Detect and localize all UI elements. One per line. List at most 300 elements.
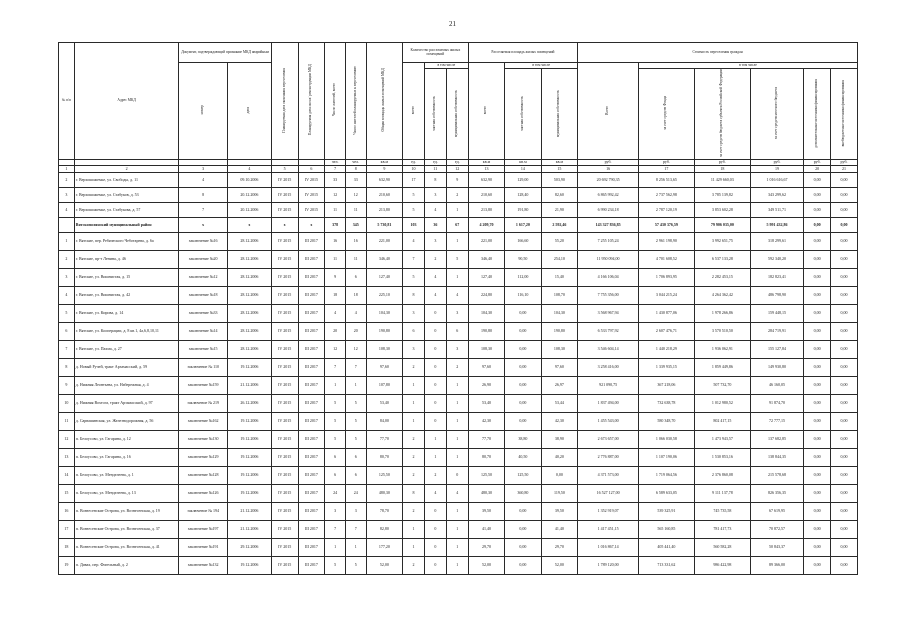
row-doc-date: 28.12.2006 [227,340,271,358]
row-count-private: 0 [424,340,446,358]
row-doc-date: 21.12.2006 [227,376,271,394]
unit-cell: руб. [750,159,804,165]
row-number [59,217,75,232]
row-cost-fund: 1 430 877,06 [638,304,694,322]
row-planned-end: IV 2015 [271,556,298,574]
row-cost-total: 7 255 105,24 [578,232,639,250]
row-residents-planned: 6 [345,268,366,286]
row-planned-end: IV 2015 [271,232,298,250]
row-address: д. Сарвашинская, ул. Железнодорожная, д. 56 [74,412,179,430]
row-doc-number: заключение №159 [179,376,228,394]
unit-cell: руб. [578,159,639,165]
row-cost-other: 0,00 [831,172,858,187]
row-area-private: 128,40 [505,187,541,202]
row-cost-total: 1 789 120,00 [578,556,639,574]
header-doc-number: номер [179,63,228,160]
row-count-private: 4 [424,268,446,286]
relocation-table-sheet [58,42,858,575]
unit-cell: руб. [831,159,858,165]
row-cost-additional: 0,00 [804,232,831,250]
row-planned-demolition: III 2017 [298,502,325,520]
row-cost-additional: 0,00 [804,250,831,268]
column-index-row [59,165,858,172]
table-row [59,520,858,538]
row-address: г. Вятские, пер. Ребяческого Чеботарева, д. 6а [74,232,179,250]
index-cell: 15 [541,165,578,172]
row-doc-number: заключение №128 [179,466,228,484]
row-count-municipal: 4 [446,484,468,502]
index-cell: 3 [179,165,228,172]
index-cell: 7 [325,165,346,172]
header-total-area: Общая площадь жилых помещений МКД [366,43,402,160]
row-cost-other: 0,00 [831,340,858,358]
header-count-in-that: в том числе [424,63,468,69]
row-doc-date: 26.12.2006 [227,394,271,412]
row-number: 16 [59,502,75,520]
row-residents-planned: 16 [345,232,366,250]
row-total-area: 77,70 [366,430,402,448]
row-count-all: 2 [403,556,425,574]
row-cost-total: 4 166 106,04 [578,268,639,286]
row-cost-federal: 9 111 137,78 [694,484,750,502]
row-residents-planned: 1 [345,538,366,556]
row-count-private: 1 [424,448,446,466]
row-doc-date: 19.12.2006 [227,448,271,466]
row-address: п. Дивах, пер. Фигельный, д. 2 [74,556,179,574]
row-doc-date: 19.12.2006 [227,412,271,430]
row-count-municipal: 5 [446,250,468,268]
row-cost-additional: 0,00 [804,187,831,202]
row-address: п. Белоусово, ул. Менделеева, д. 13 [74,484,179,502]
row-total-area: 108,30 [366,340,402,358]
index-cell: 1 [59,165,75,172]
table-row [59,430,858,448]
row-residents-planned: 7 [345,358,366,376]
index-cell: 5 [271,165,298,172]
row-cost-additional: 0,00 [804,268,831,286]
row-area-private: 116,10 [505,286,541,304]
index-cell: 19 [750,165,804,172]
row-count-municipal: 9 [446,172,468,187]
table-body [59,172,858,574]
row-doc-number: заключение № 194 [179,502,228,520]
row-area-private: 0,00 [505,376,541,394]
row-doc-number: заключение №162 [179,412,228,430]
row-cost-additional: 0,00 [804,304,831,322]
row-total-area: 632,90 [366,172,402,187]
row-number: 2 [59,172,75,187]
row-planned-end: IV 2015 [271,466,298,484]
row-area-municipal: 108,70 [541,286,578,304]
row-cost-federal: 11 429 660,03 [694,172,750,187]
row-cost-total: 1 352 919,07 [578,502,639,520]
row-number: 4 [59,286,75,304]
row-residents-count: 11 [325,250,346,268]
row-area-all: 80,70 [468,448,504,466]
row-residents-planned: 11 [345,250,366,268]
row-total-area: 5 730,81 [366,217,402,232]
row-count-all: 2 [403,502,425,520]
row-cost-other: 0,00 [831,286,858,304]
row-planned-demolition: III 2017 [298,520,325,538]
row-residents-planned: 12 [345,340,366,358]
row-count-private: 1 [424,430,446,448]
row-area-private: 166,60 [505,232,541,250]
row-cost-additional: 0,00 [804,412,831,430]
row-cost-additional: 0,00 [804,484,831,502]
row-count-private: 0 [424,520,446,538]
row-doc-number: заключение №191 [179,538,228,556]
row-area-all: 224,80 [468,286,504,304]
row-area-all: 125,50 [468,466,504,484]
table-row [59,502,858,520]
row-area-private: 0,00 [505,304,541,322]
row-residents-count: 9 [325,268,346,286]
row-cost-fund: 4 701 608,52 [638,250,694,268]
row-cost-total: 3 546 604,14 [578,340,639,358]
row-residents-planned: 18 [345,286,366,304]
row-residents-count: 6 [325,466,346,484]
row-planned-demolition: III 2017 [298,250,325,268]
row-area-all: 221,00 [468,232,504,250]
row-count-municipal: 67 [446,217,468,232]
row-doc-date: 28.12.2006 [227,232,271,250]
row-cost-fund: 713 331,62 [638,556,694,574]
row-address: п. Вознесенские Острова, ул. Вознесенская, д. 37 [74,520,179,538]
row-count-private: 0 [424,538,446,556]
row-count-private: 4 [424,484,446,502]
row-cost-federal: 6 537 133,28 [694,250,750,268]
row-cost-total: 11 950 094,00 [578,250,639,268]
row-cost-fund: 539 325,91 [638,502,694,520]
row-count-municipal: 1 [446,520,468,538]
row-residents-count: 18 [325,286,346,304]
row-area-private: 129,00 [505,172,541,187]
row-area-municipal: 104,30 [541,304,578,322]
table-row [59,466,858,484]
row-planned-demolition: III 2017 [298,358,325,376]
row-cost-total: 6 533 797,92 [578,322,639,340]
unit-cell: руб. [804,159,831,165]
row-planned-demolition: III 2017 [298,466,325,484]
row-area-municipal: 53,44 [541,394,578,412]
row-doc-date: 28.12.2006 [227,286,271,304]
row-area-private: 0,00 [505,358,541,376]
row-cost-federal: 3 570 510,50 [694,322,750,340]
row-number: 4 [59,202,75,217]
row-number: 11 [59,412,75,430]
row-area-all: 26,90 [468,376,504,394]
row-cost-local: 215 578,68 [750,466,804,484]
row-planned-demolition: III 2017 [298,394,325,412]
row-count-municipal: 1 [446,268,468,286]
row-address: п. Белоусово, ул. Гагарина, д. 12 [74,430,179,448]
row-cost-federal: 1 978 266,86 [694,304,750,322]
row-residents-planned: 5 [345,430,366,448]
row-cost-federal: 4 264 362,42 [694,286,750,304]
row-count-all: 5 [403,268,425,286]
row-residents-planned: 11 [345,202,366,217]
row-cost-local: 46 160,05 [750,376,804,394]
row-area-private: 112,00 [505,268,541,286]
row-residents-count: 24 [325,484,346,502]
row-cost-other: 0,00 [831,322,858,340]
row-count-all: 103 [403,217,425,232]
row-number: 2 [59,250,75,268]
header-address: Адрес МКД [74,43,179,160]
row-number: 17 [59,520,75,538]
index-cell: 4 [227,165,271,172]
row-planned-end: IV 2015 [271,268,298,286]
row-cost-total: 20 692 790,35 [578,172,639,187]
row-cost-additional: 0,00 [804,202,831,217]
row-total-area: 480,30 [366,484,402,502]
row-doc-date: 19.12.2006 [227,358,271,376]
row-cost-local: 1 016 616,67 [750,172,804,187]
row-count-all: 1 [403,412,425,430]
row-cost-federal: 560 582,28 [694,538,750,556]
row-residents-count: 7 [325,520,346,538]
row-residents-planned: 33 [345,172,366,187]
table-row [59,202,858,217]
header-premises-area-group: Расселяемая площадь жилых помещений [468,43,577,63]
row-count-municipal: 1 [446,538,468,556]
row-planned-end: IV 2015 [271,376,298,394]
row-residents-planned: 5 [345,556,366,574]
row-count-all: 6 [403,322,425,340]
row-residents-count: 5 [325,556,346,574]
row-count-private: 3 [424,232,446,250]
row-residents-count: 5 [325,412,346,430]
row-planned-end: IV 2015 [271,340,298,358]
unit-cell: ед. [403,159,425,165]
row-number: 10 [59,394,75,412]
row-count-private: 0 [424,376,446,394]
row-planned-end: IV 2015 [271,520,298,538]
row-count-private: 3 [424,187,446,202]
header-cost-additional: дополнительные источники финансирования [804,69,831,160]
row-total-area: 52,00 [366,556,402,574]
row-doc-number: заключение №197 [179,520,228,538]
row-cost-local: 89 366,00 [750,556,804,574]
header-doc-date: дата [227,63,271,160]
row-cost-federal: 1 012 980,52 [694,394,750,412]
table-row [59,484,858,502]
row-doc-date: 20.12.2006 [227,202,271,217]
row-residents-count: 6 [325,448,346,466]
row-area-municipal: 190,80 [541,322,578,340]
row-planned-demolition: III 2017 [298,448,325,466]
row-planned-demolition: x [298,217,325,232]
row-cost-local: 284 719,91 [750,322,804,340]
row-residents-planned: 5 [345,412,366,430]
row-doc-date: 29.12.2006 [227,538,271,556]
row-count-all: 1 [403,394,425,412]
row-number: 12 [59,430,75,448]
row-cost-total: 6 865 992,42 [578,187,639,202]
row-planned-demolition: III 2017 [298,430,325,448]
row-planned-demolition: III 2017 [298,484,325,502]
row-doc-date: 19.12.2006 [227,466,271,484]
row-address: п. Белоусово, ул. Менделеева, д. 1 [74,466,179,484]
row-cost-other: 0,00 [831,358,858,376]
header-residents-count: Число жителей, всего [325,43,346,160]
row-residents-count: 7 [325,358,346,376]
header-cost-fund: за счет средств Фонда [638,69,694,160]
row-cost-other: 0,00 [831,412,858,430]
row-total-area: 346,40 [366,250,402,268]
row-count-municipal: 1 [446,448,468,466]
row-planned-end: IV 2015 [271,286,298,304]
row-address: г. Вятские, ул. Кирова, д. 14 [74,304,179,322]
header-area-private: частная собственность [505,69,541,160]
row-area-private: 0,00 [505,340,541,358]
row-cost-total: 16 527 127,00 [578,484,639,502]
row-doc-number: 4 [179,172,228,187]
row-doc-date: 19.12.2006 [227,484,271,502]
unit-cell: руб. [694,159,750,165]
header-count-private: частная собственность [424,69,446,160]
row-total-area: 53,40 [366,394,402,412]
header-doc-group: Документ, подтверждающий признание МКД аварийным [179,43,271,63]
row-address: г. Вятские, ул. Кооперации, д. 8 кв.1, 4а,6,8,10,11 [74,322,179,340]
row-total-area: 84,00 [366,412,402,430]
row-cost-additional: 0,00 [804,520,831,538]
unit-cell: ед. [424,159,446,165]
row-planned-end: IV 2015 [271,172,298,187]
row-area-all: 52,00 [468,556,504,574]
row-cost-other: 0,00 [831,376,858,394]
row-area-private: 191,80 [505,202,541,217]
row-cost-total: 6 990 234,18 [578,202,639,217]
row-address: п. Вознесенские Острова, ул. Вознесенская, д. 41 [74,538,179,556]
row-number: 5 [59,304,75,322]
row-count-private: 0 [424,394,446,412]
row-cost-total: 1 417 451,15 [578,520,639,538]
row-cost-fund: 405 441,40 [638,538,694,556]
row-count-all: 7 [403,250,425,268]
row-cost-fund: 2 787 120,19 [638,202,694,217]
row-cost-additional: 0,00 [804,340,831,358]
row-address: д. Нижняя Вохтога, тракт Арзамасский, д. 97 [74,394,179,412]
table-row [59,448,858,466]
row-doc-number: заключение №12 [179,268,228,286]
row-total-area: 210,60 [366,187,402,202]
row-cost-total: 2 673 657,00 [578,430,639,448]
row-count-private: 2 [424,250,446,268]
table-row [59,268,858,286]
row-address: Вятскополянский муниципальный район [74,217,179,232]
row-count-all: 1 [403,520,425,538]
row-number: 3 [59,268,75,286]
row-doc-date: 20.12.2006 [227,187,271,202]
row-area-all: 210,60 [468,187,504,202]
row-cost-federal: 802 417,15 [694,412,750,430]
row-address: г. Вятские, ул. Вишнистая, д. 15 [74,268,179,286]
row-cost-additional: 0,00 [804,217,831,232]
row-planned-end: IV 2015 [271,502,298,520]
row-total-area: 107,80 [366,376,402,394]
table-row [59,556,858,574]
row-cost-local: 149 930,80 [750,358,804,376]
row-doc-date: 19.12.2006 [227,430,271,448]
row-cost-federal: 1 530 853,16 [694,448,750,466]
row-area-municipal: 97,60 [541,358,578,376]
row-count-municipal: 1 [446,556,468,574]
header-area-in-that: в том числе [505,63,578,69]
row-count-municipal: 2 [446,187,468,202]
row-doc-date: 28.12.2006 [227,268,271,286]
row-count-all: 8 [403,286,425,304]
header-premises-count-group: Количество расселяемых жилых помещений [403,43,469,63]
row-planned-end: IV 2015 [271,412,298,430]
row-cost-federal: 507 732,70 [694,376,750,394]
row-area-private: 0,00 [505,412,541,430]
row-doc-date: 28.12.2006 [227,250,271,268]
row-address: г. Вятские, пр-т Ленина, д. 46 [74,250,179,268]
row-cost-federal: 1 859 449,86 [694,358,750,376]
row-residents-planned: 20 [345,322,366,340]
row-cost-fund: 1 339 935,15 [638,358,694,376]
row-area-private: 360,80 [505,484,541,502]
index-cell: 18 [694,165,750,172]
row-area-all: 77,70 [468,430,504,448]
row-planned-demolition: III 2017 [298,412,325,430]
row-cost-federal: 79 906 035,00 [694,217,750,232]
row-cost-total: 1 455 543,00 [578,412,639,430]
row-cost-fund: 2 607 476,71 [638,322,694,340]
row-area-all: 104,30 [468,304,504,322]
row-area-all: 97,60 [468,358,504,376]
header-cost-federal: за счет средств бюджета субъекта Российской Федерации [694,69,750,160]
header-count-municipal: муниципальная собственность [446,69,468,160]
row-doc-date: 28.12.2006 [227,322,271,340]
row-area-municipal: 41,40 [541,520,578,538]
row-cost-local: 349 511,71 [750,202,804,217]
row-cost-additional: 0,00 [804,502,831,520]
row-cost-local: 826 356,35 [750,484,804,502]
row-count-private: 8 [424,172,446,187]
row-cost-local: 343 299,62 [750,187,804,202]
index-cell: 21 [831,165,858,172]
row-address: п. Вознесенские Острова, ул. Вознесенская, д. 19 [74,502,179,520]
row-count-municipal: 1 [446,412,468,430]
row-number: 7 [59,340,75,358]
row-count-municipal: 6 [446,322,468,340]
header-planned-demolition: Планируемая дата сноса/ реконструкции МКД [298,43,325,160]
row-planned-demolition: III 2017 [298,286,325,304]
row-cost-additional: 0,00 [804,322,831,340]
row-doc-number: заключение №130 [179,430,228,448]
row-number: 6 [59,322,75,340]
row-address: д. Новый Ручей, тракт Арзамасский, д. 59 [74,358,179,376]
row-area-municipal: 29,70 [541,538,578,556]
row-cost-fund: 1 066 030,58 [638,430,694,448]
row-residents-planned: 7 [345,520,366,538]
index-cell: 16 [578,165,639,172]
row-area-all: 346,40 [468,250,504,268]
row-cost-total: 7 755 356,00 [578,286,639,304]
row-cost-total: 921 090,75 [578,376,639,394]
row-planned-demolition: III 2017 [298,304,325,322]
row-cost-federal: 3 992 651,75 [694,232,750,250]
row-total-area: 78,70 [366,502,402,520]
row-planned-end: IV 2015 [271,250,298,268]
row-area-municipal: 40,20 [541,448,578,466]
row-count-all: 2 [403,466,425,484]
row-planned-end: IV 2015 [271,322,298,340]
header-area-municipal: муниципальная собственность [541,69,578,160]
